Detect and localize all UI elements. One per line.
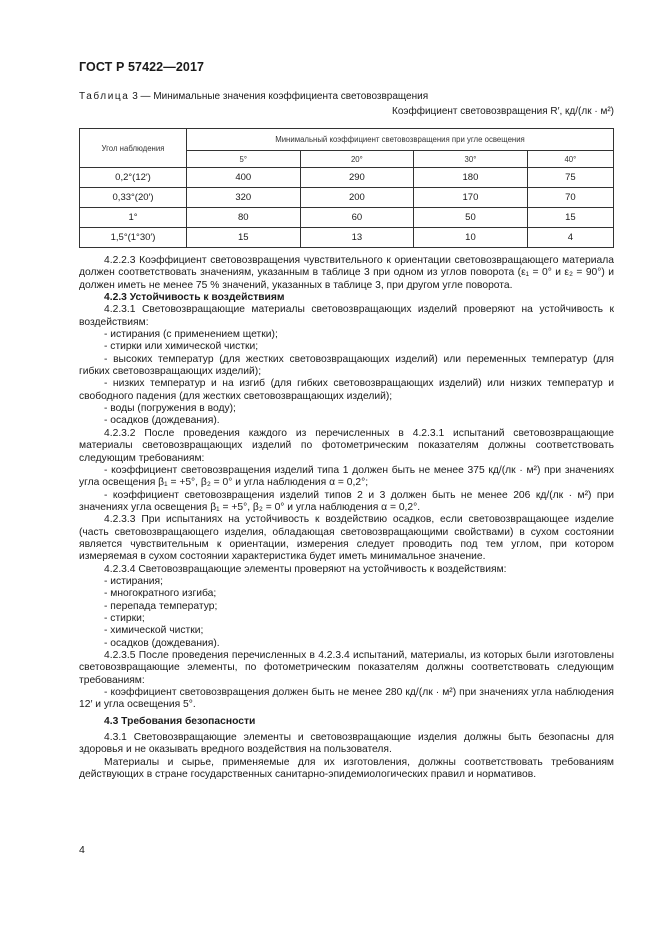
value-cell: 15 [187,228,301,248]
value-cell: 320 [187,188,301,208]
row-header-cell: Угол наблюдения [80,129,187,168]
document-header: ГОСТ Р 57422—2017 [79,60,205,74]
paragraph: 4.2.3.2 После проведения каждого из перечисленных в 4.2.3.1 испытаний световозвращающие материалы световозвращающих изделий по фотометрическим показателям должны соответствовать следующим требованиям: [79,427,614,464]
list-item: - многократного изгиба; [104,588,217,600]
paragraph: 4.2.3.5 После проведения перечисленных в 4.2.3.4 испытаний, материалы, из которых были изготовлены световозвращающие элементы, по фотометрическим показателям должны соответствовать следующим требованиям: [79,650,614,686]
table-caption-label: Таблица [79,91,130,102]
value-cell: 60 [300,208,414,228]
value-cell: 50 [414,208,528,228]
paragraph: 4.2.3.3 При испытаниях на устойчивость к воздействию осадков, если световозвращающее изделие (часть световозвращающего изделия, обладающая световозвращающими свойствами) в сухом состоянии является чувствительным к ориентации, измерения следует проводить под тем углом, при котором измеряемая в сухом состоянии характеристика будет иметь минимальное значение. [79,514,614,563]
page-number: 4 [79,844,85,856]
table-subcaption: Коэффициент световозвращения R′, кд/(лк · м²) [392,106,614,117]
list-item: - высоких температур (для жестких световозвращающих изделий) или переменных температур (для гибких световозвращающих изделий); [79,353,614,378]
list-item: - осадков (дождевания). [104,415,220,427]
value-cell: 15 [527,208,613,228]
group-header-cell: Минимальный коэффициент световозвращения при угле освещения [187,129,614,151]
value-cell: 180 [414,168,528,188]
paragraph: 4.2.3.1 Световозвращающие материалы световозвращающих изделий проверяют на устойчивость к воздействиям: [79,304,614,328]
section-heading: 4.3 Требования безопасности [104,715,256,727]
paragraph: 4.2.3.4 Световозвращающие элементы проверяют на устойчивость к воздействиям: [104,563,507,575]
table-caption-text: 3 — Минимальные значения коэффициента световозвращения [132,91,429,102]
body-text [79,255,614,781]
table-row [80,188,614,208]
list-item: - стирки; [104,612,145,624]
list-item: - коэффициент световозвращения должен быть не менее 280 кд/(лк · м²) при значениях угла наблюдения 12′ и угла освещения 5°. [79,687,614,711]
list-item: - истирания (с применением щетки); [104,329,278,341]
column-header: 30° [414,151,528,168]
column-header: 20° [300,151,414,168]
list-item: - истирания; [104,575,163,587]
retroreflection-table [79,128,614,248]
paragraph: Материалы и сырье, применяемые для их изготовления, должны соответствовать требованиям действующих в стране государственных санитарно-эпидемиологических правил и нормативов. [79,756,614,781]
table-row [80,208,614,228]
angle-cell: 1° [80,208,187,228]
list-item: - перепада температур; [104,600,218,612]
paragraph: 4.2.2.3 Коэффициент световозвращения чувствительного к ориентации световозвращающего материала должен соответствовать значениям, указанным в таблице 3 при одном из углов поворота (ε₁ = 0° и ε₂ = 90°) и должен иметь не менее 75 % значений, указанных в таблице 3, при другом угле поворота. [79,255,614,291]
value-cell: 75 [527,168,613,188]
value-cell: 70 [527,188,613,208]
value-cell: 13 [300,228,414,248]
list-item: - коэффициент световозвращения изделий типов 2 и 3 должен быть не менее 206 кд/(лк · м²) при значениях угла освещения β₁ = +5°, β₂ = 0° и угла наблюдения α = 0,2°. [79,489,614,513]
section-heading: 4.2.3 Устойчивость к воздействиям [104,292,285,304]
value-cell: 170 [414,188,528,208]
value-cell: 290 [300,168,414,188]
list-item: - воды (погружения в воду); [104,403,236,415]
value-cell: 4 [527,228,613,248]
table-row [80,168,614,188]
list-item: - химической чистки; [104,625,204,637]
value-cell: 400 [187,168,301,188]
list-item: - стирки или химической чистки; [104,341,259,353]
angle-cell: 1,5°(1°30′) [80,228,187,248]
column-header: 40° [527,151,613,168]
column-header: 5° [187,151,301,168]
paragraph: 4.3.1 Световозвращающие элементы и световозвращающие изделия должны быть безопасны для здоровья и не оказывать вредного воздействия на пользователя. [79,732,614,756]
value-cell: 10 [414,228,528,248]
angle-cell: 0,2°(12′) [80,168,187,188]
list-item: - осадков (дождевания). [104,637,220,649]
table-caption [79,91,428,102]
value-cell: 200 [300,188,414,208]
table-row [80,228,614,248]
list-item: - низких температур и на изгиб (для гибких световозвращающих изделий) или низких температур и свободного падения (для жестких световозвращающих изделий); [79,378,614,402]
value-cell: 80 [187,208,301,228]
angle-cell: 0,33°(20′) [80,188,187,208]
list-item: - коэффициент световозвращения изделий типа 1 должен быть не менее 375 кд/(лк · м²) при значениях угла освещения β₁ = +5°, β₂ = 0° и угла наблюдения α = 0,2°; [79,464,614,489]
